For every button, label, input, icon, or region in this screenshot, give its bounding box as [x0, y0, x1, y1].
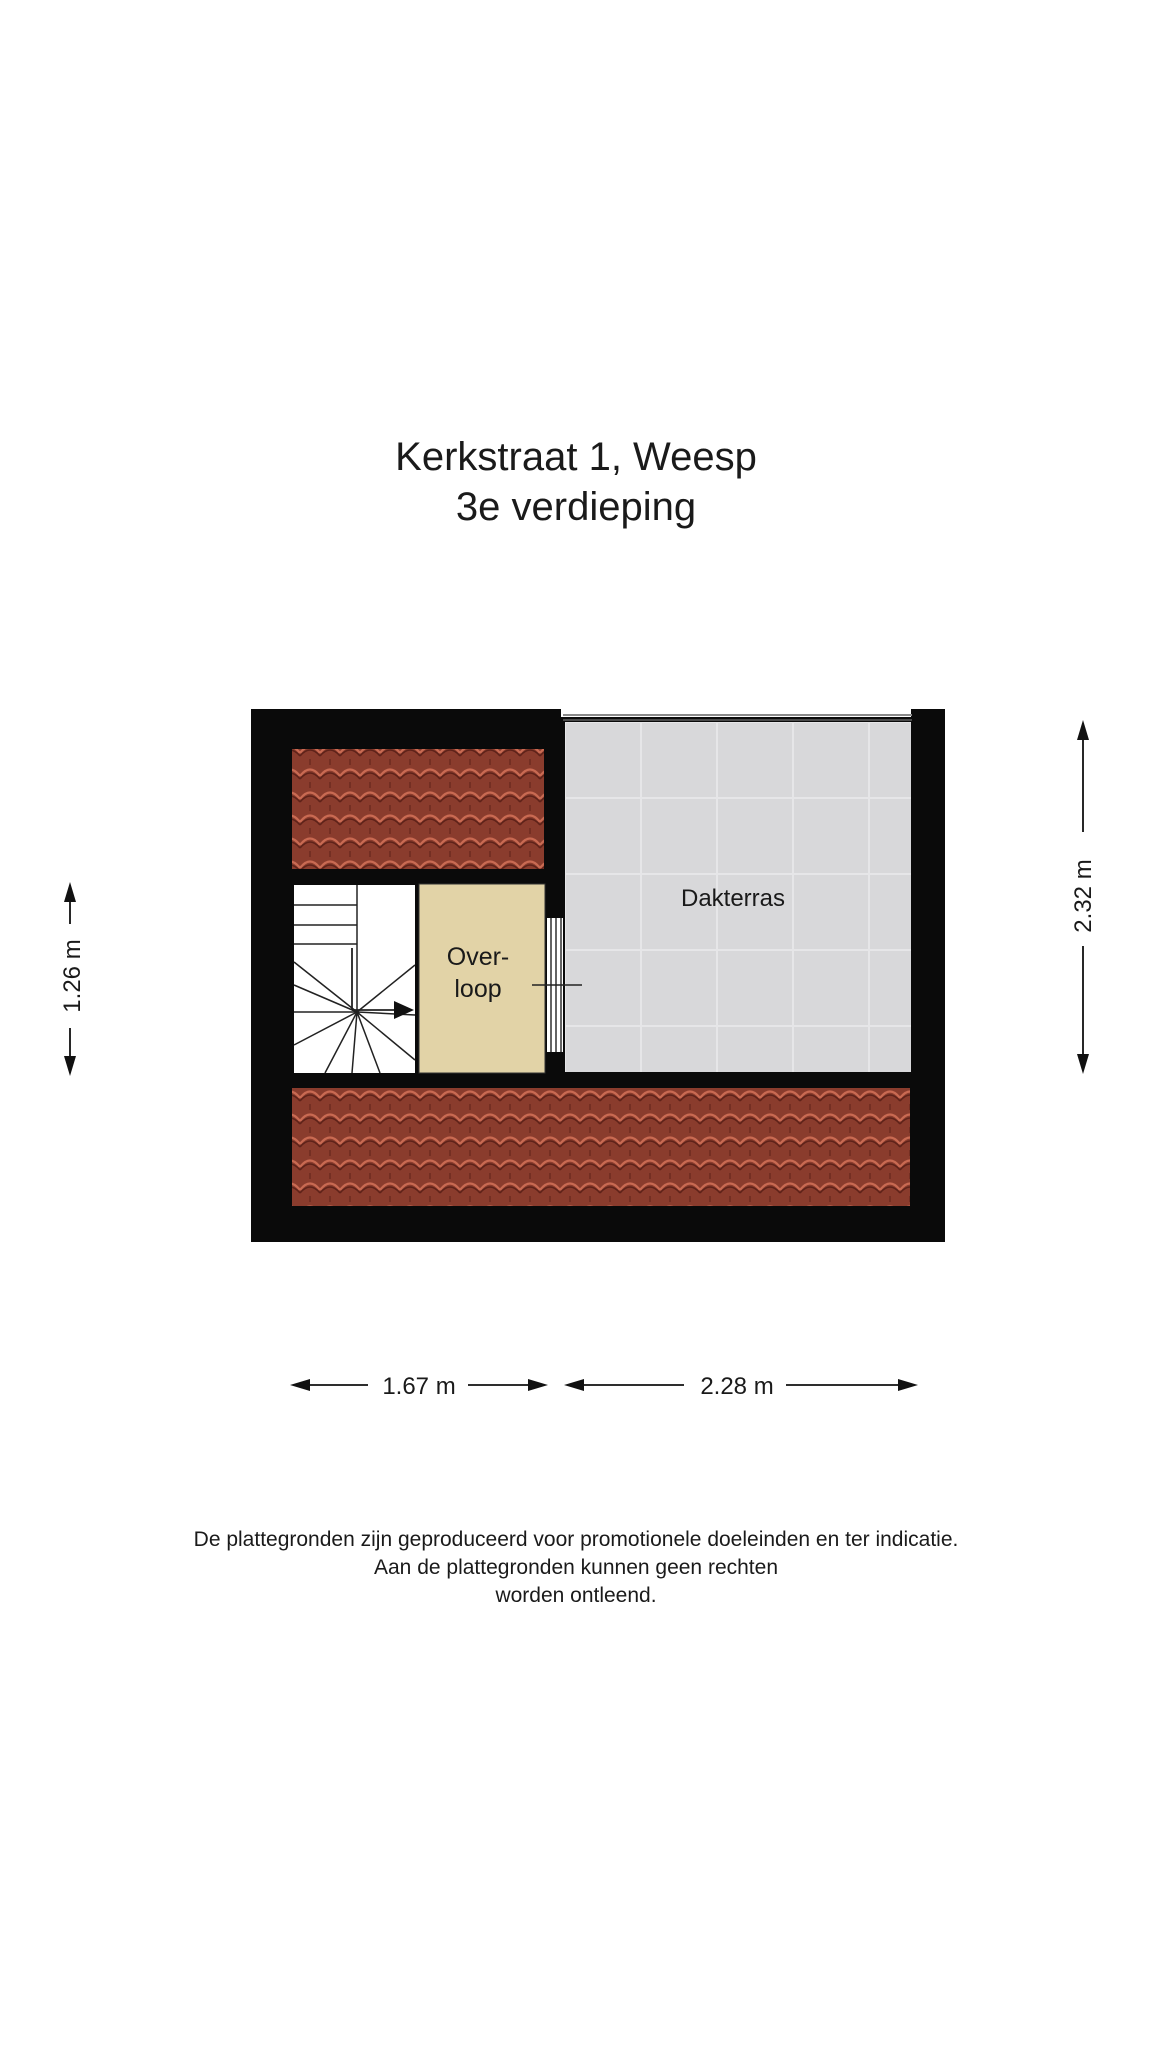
disclaimer-line2: Aan de plattegronden kunnen geen rechten	[374, 1556, 778, 1579]
dimension-right-label: 2.32 m	[1070, 859, 1097, 933]
title-floor: 3e verdieping	[455, 485, 697, 529]
overloop-label-line1: Over-	[446, 943, 510, 971]
overloop-label-line2: loop	[454, 975, 502, 1003]
roof-tiles-bottom	[292, 1088, 910, 1206]
dimension-bottom-left-label: 1.67 m	[382, 1373, 456, 1400]
disclaimer	[0, 1526, 1152, 1610]
dakterras-label: Dakterras	[680, 885, 786, 912]
title-address: Kerkstraat 1, Weesp	[395, 435, 757, 479]
dimension-left-label: 1.26 m	[59, 939, 86, 1013]
roof-tiles-top	[292, 749, 544, 869]
disclaimer-line3: worden ontleend.	[495, 1584, 657, 1607]
disclaimer-line1: De plattegronden zijn geproduceerd voor promotionele doeleinden en ter indicatie.	[193, 1528, 959, 1551]
dimension-bottom-right-label: 2.28 m	[700, 1373, 774, 1400]
